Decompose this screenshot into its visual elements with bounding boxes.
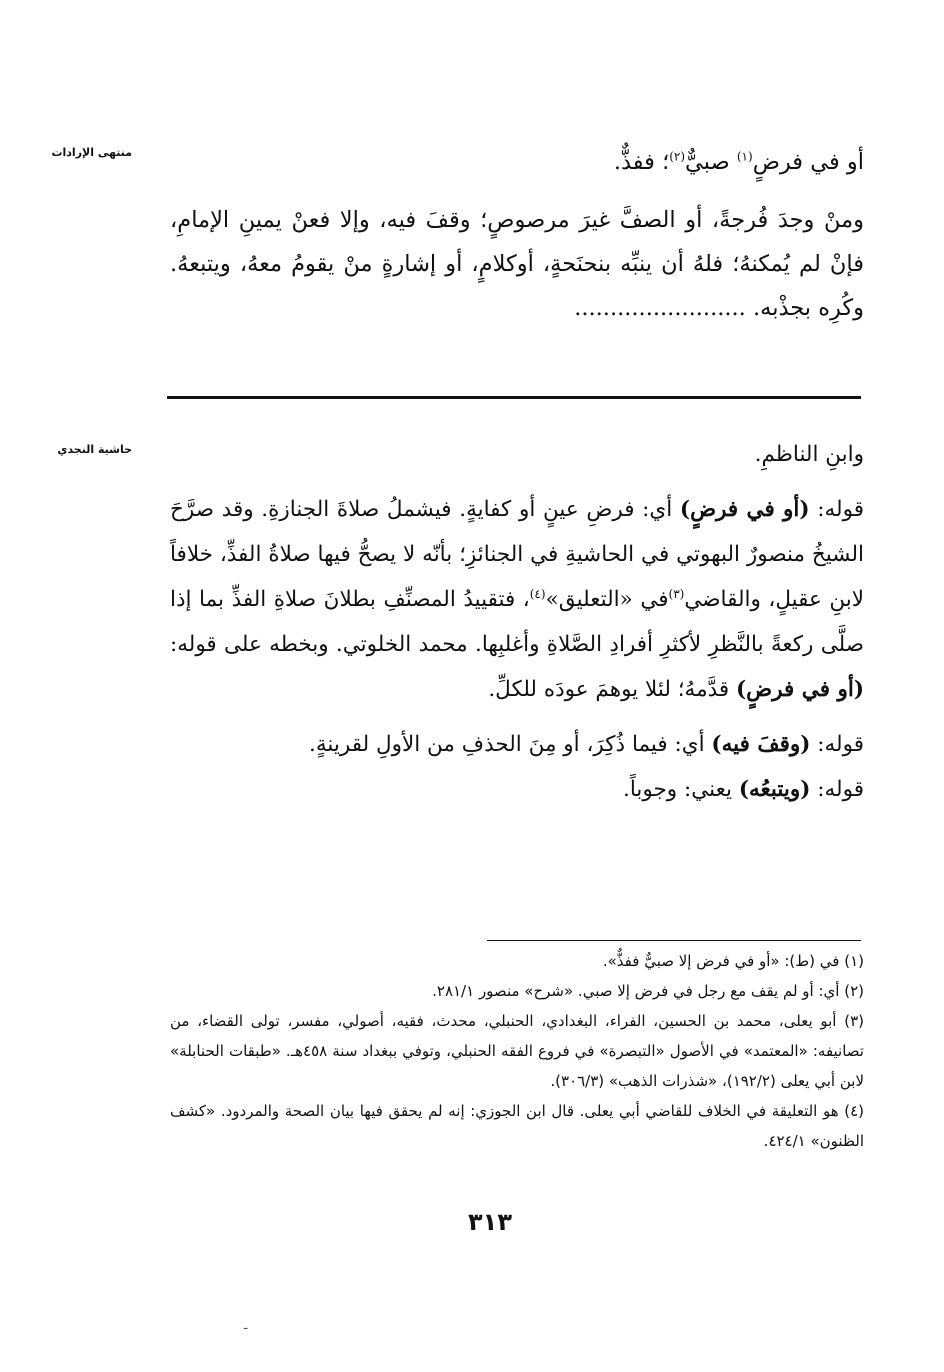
hashiya-text-segment: في «التعليق» xyxy=(545,587,669,612)
footnote-1: (١) في (ط): «أو في فرض إلا صبيٌّ ففذٌّ». xyxy=(602,952,864,970)
quoted-matn-phrase: (أو في فرضٍ) xyxy=(735,677,864,702)
quoted-matn-phrase: (ويتبعُه) xyxy=(738,777,811,802)
hashiya-paragraph-4 xyxy=(170,767,864,812)
running-header-hashiya: حاشية النجدي xyxy=(57,443,132,456)
hashiya-text-segment: قوله: xyxy=(810,777,864,802)
quoted-matn-phrase: (وقفَ فيه) xyxy=(711,732,811,757)
footnote-ref-1: (١) xyxy=(736,149,753,164)
hashiya-text-segment: ، فتقييدُ المصنِّفِ بطلانَ صلاةِ الفذِّ بما إذا صلَّى ركعةً بالنَّظرِ لأكثرِ أفرادِ الصَّلاةِ وأغلبِها. محمد الخلوتي. وبخطه على قوله: xyxy=(170,587,864,657)
section-divider xyxy=(167,396,861,399)
hashiya-text-segment: أي: فيما ذُكِرَ، أو مِنَ الحذفِ من الأولِ لقرينةٍ. xyxy=(309,732,712,757)
hashiya-paragraph-1: وابنِ الناظمِ. xyxy=(754,442,864,467)
hashiya-text-segment: قدَّمهُ؛ لئلا يوهمَ عودَه للكلِّ. xyxy=(488,677,736,702)
hashiya-text-segment: قوله: xyxy=(810,732,864,757)
matn-paragraph-2: ومنْ وجدَ فُرجةً، أو الصفَّ غيرَ مرصوصٍ؛ وقفَ فيه، وإلا فعنْ يمينِ الإمامِ، فإنْ لم يُمكنهُ؛ فلهُ أن ينبِّه بنحنَحةٍ، أوكلامٍ، أو إشارةٍ منْ يقومُ معهُ، ويتبعهُ. وكُرِه بجذْبه. ........................ xyxy=(170,207,864,321)
matn-text-segment: أو في فرضٍ xyxy=(752,149,864,175)
footnote-ref-3: (٣) xyxy=(668,586,685,601)
hashiya-text-segment: قوله: xyxy=(809,497,864,522)
footnotes xyxy=(170,946,864,1156)
matn-line-1 xyxy=(170,140,864,184)
footnote-2: (٢) أي: أو لم يقف مع رجل في فرض إلا صبي. «شرح» منصور ٢٨١/١. xyxy=(432,982,864,1000)
hashiya-text-segment: أي: فرضِ عينٍ أو كفايةٍ. فيشملُ صلاةَ الجنازةِ. وقد صرَّحَ الشيخُ منصورٌ البهوتي في الحاشيةِ في الجنائزِ؛ بأنّه لا يصحُّ فيها صلاةُ الفذِّ، خلافاً لابنِ عقيلٍ، والقاضي xyxy=(170,497,864,612)
page-number: ٣١٣ xyxy=(468,1208,512,1236)
quoted-matn-phrase: (أو في فرضٍ) xyxy=(679,497,810,522)
footnote-4: (٤) هو التعليقة في الخلاف للقاضي أبي يعلى. قال ابن الجوزي: إنه لم يحقق فيها بيان الصحة والمردود. «كشف الظنون» ٤٢٤/١. xyxy=(170,1102,864,1150)
matn-text-segment: ؛ ففذٌّ. xyxy=(613,149,670,175)
hashiya-paragraph-3 xyxy=(170,722,864,767)
matn-text xyxy=(170,140,864,330)
running-header-matn: منتهى الإرادات xyxy=(51,146,132,159)
footnote-3: (٣) أبو يعلى، محمد بن الحسين، الفراء، البغدادي، الحنبلي، محدث، فقيه، أصولي، مفسر، تولى القضاء، من تصانيفه: «المعتمد» في الأصول «التبصرة» في فروع الفقه الحنبلي، وتوفي ببغداد سنة ٤٥٨هـ. «طبقات الحنابلة» لابن أبي يعلى (١٩٢/٢)، «شذرات الذهب» (٣٠٦/٣). xyxy=(170,1012,864,1090)
hashiya-text xyxy=(170,432,864,812)
footnote-rule xyxy=(487,940,861,941)
footnote-ref-4: (٤) xyxy=(529,586,546,601)
hashiya-paragraph-2 xyxy=(170,487,864,712)
footnote-ref-2: (٢) xyxy=(669,149,686,164)
matn-text-segment: صبيٌّ xyxy=(685,149,737,175)
hashiya-text-segment: يعني: وجوباً. xyxy=(623,777,739,802)
scan-speck: ـ xyxy=(244,1318,248,1332)
